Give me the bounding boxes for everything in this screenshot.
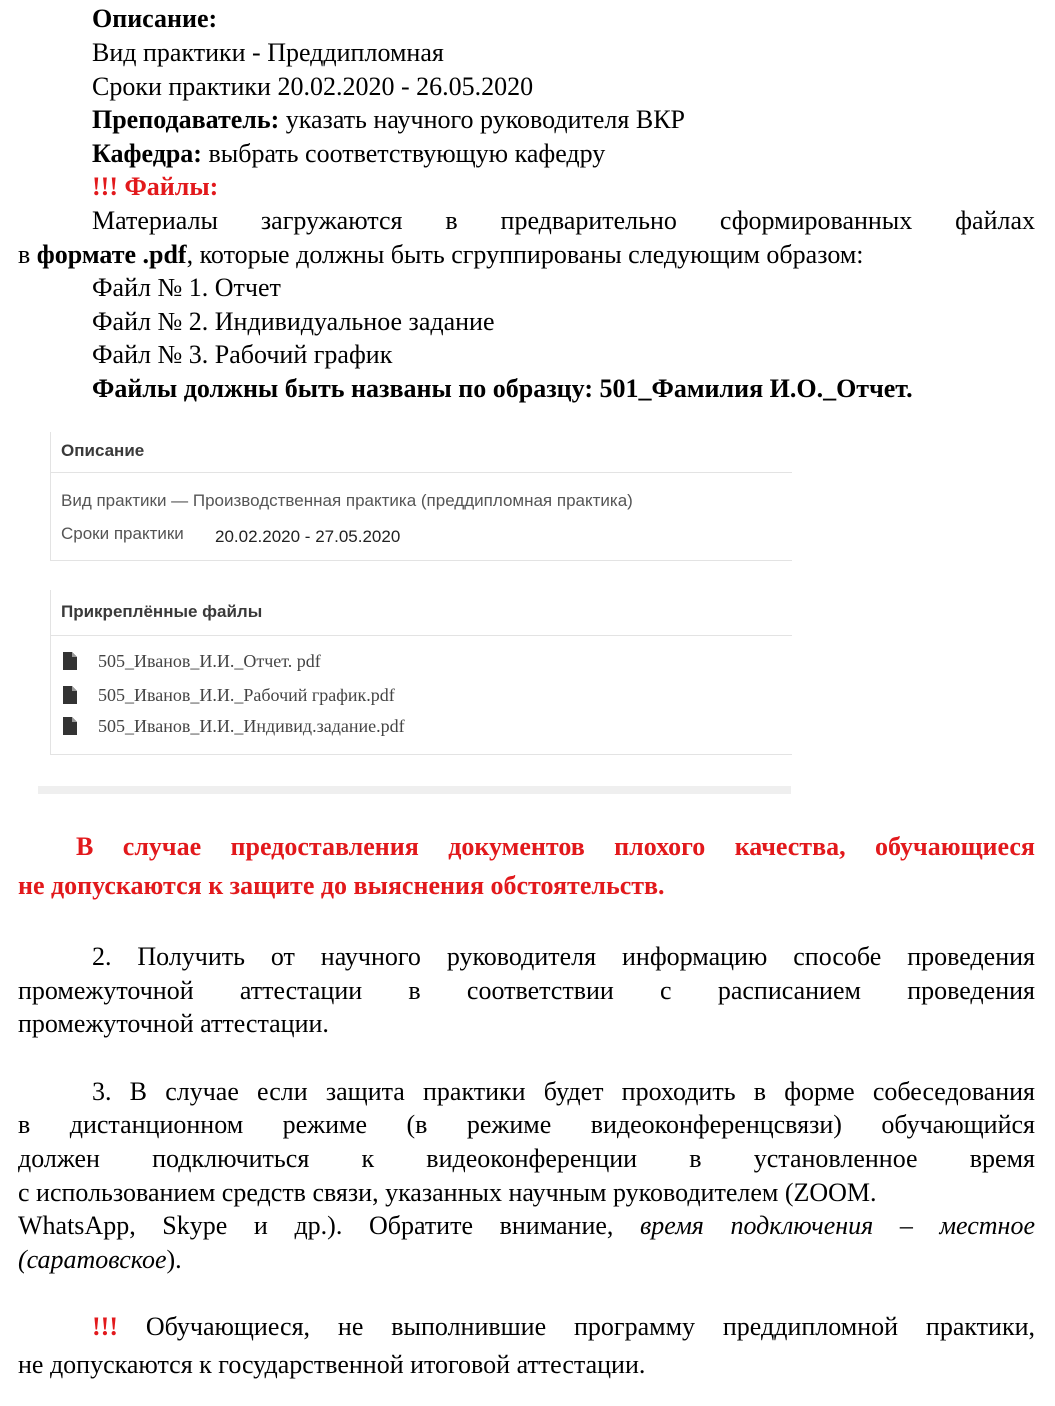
materials-line-1: Материалы загружаются в предварительно сформированных файлах [92,206,1035,235]
attached-file-name[interactable]: 505_Иванов_И.И._Индивид.задание.pdf [98,716,405,736]
document-icon [63,717,77,735]
warning-line-2: не допускаются к защите до выяснения обстоятельств. [18,871,665,900]
final-line-1: !!! Обучающиеся, не выполнившие программу преддипломной практики, [92,1312,1035,1341]
attached-file-name[interactable]: 505_Иванов_И.И._Отчет. pdf [98,651,321,671]
document-icon [63,652,77,670]
description-card-header [51,432,792,473]
file-item-1: Файл № 1. Отчет [92,273,281,302]
period-value: 20.02.2020 - 27.05.2020 [215,527,401,546]
heading-description: Описание: [92,4,218,33]
item2-line-3: промежуточной аттестации. [18,1009,329,1038]
embedded-screenshot [38,432,791,794]
description-card-title: Описание [61,441,145,460]
file-item-3: Файл № 3. Рабочий график [92,340,393,369]
item2-line-2: промежуточной аттестации в соответствии с расписанием проведения [18,976,1035,1005]
naming-rule: Файлы должны быть названы по образцу: 501_Фамилия И.О._Отчет. [92,374,913,403]
attached-file-name[interactable]: 505_Иванов_И.И._Рабочий график.pdf [98,685,395,705]
description-card [50,432,792,561]
attached-files-title: Прикреплённые файлы [61,602,263,621]
item3-line-5: WhatsApp, Skype и др.). Обратите внимание, время подключения – местное [18,1211,1035,1240]
practice-type-text: Вид практики — Производственная практика (преддипломная практика) [61,491,633,510]
period-label: Сроки практики [61,524,184,543]
department-line: Кафедра: выбрать соответствующую кафедру [92,139,606,168]
item3-line-4: с использованием средств связи, указанных научным руководителем (ZOOM. [18,1178,877,1207]
item2-line-1: 2. Получить от научного руководителя информацию способе проведения [92,942,1035,971]
final-line-2: не допускаются к государственной итоговой аттестации. [18,1350,646,1379]
attached-files-header [51,590,792,636]
item3-line-6: (саратовское). [18,1245,182,1274]
warning-line-1: В случае предоставления документов плохого качества, обучающиеся [76,832,1035,861]
attached-files-card [50,590,792,755]
practice-type-line: Вид практики - Преддипломная [92,38,444,67]
screenshot-bottom-bar [38,786,791,794]
document-icon [63,686,77,704]
file-item-2: Файл № 2. Индивидуальное задание [92,307,495,336]
item3-line-1: 3. В случае если защита практики будет проходить в форме собеседования [92,1077,1035,1106]
files-heading: !!! Файлы: [92,172,219,201]
item3-line-2: в дистанционном режиме (в режиме видеоконференцсвязи) обучающийся [18,1110,1035,1139]
teacher-line: Преподаватель: указать научного руководителя ВКР [92,105,685,134]
practice-period-line: Сроки практики 20.02.2020 - 26.05.2020 [92,72,534,101]
item3-line-3: должен подключиться к видеоконференции в установленное время [18,1144,1035,1173]
materials-line-2: в формате .pdf, которые должны быть сгруппированы следующим образом: [18,240,864,269]
